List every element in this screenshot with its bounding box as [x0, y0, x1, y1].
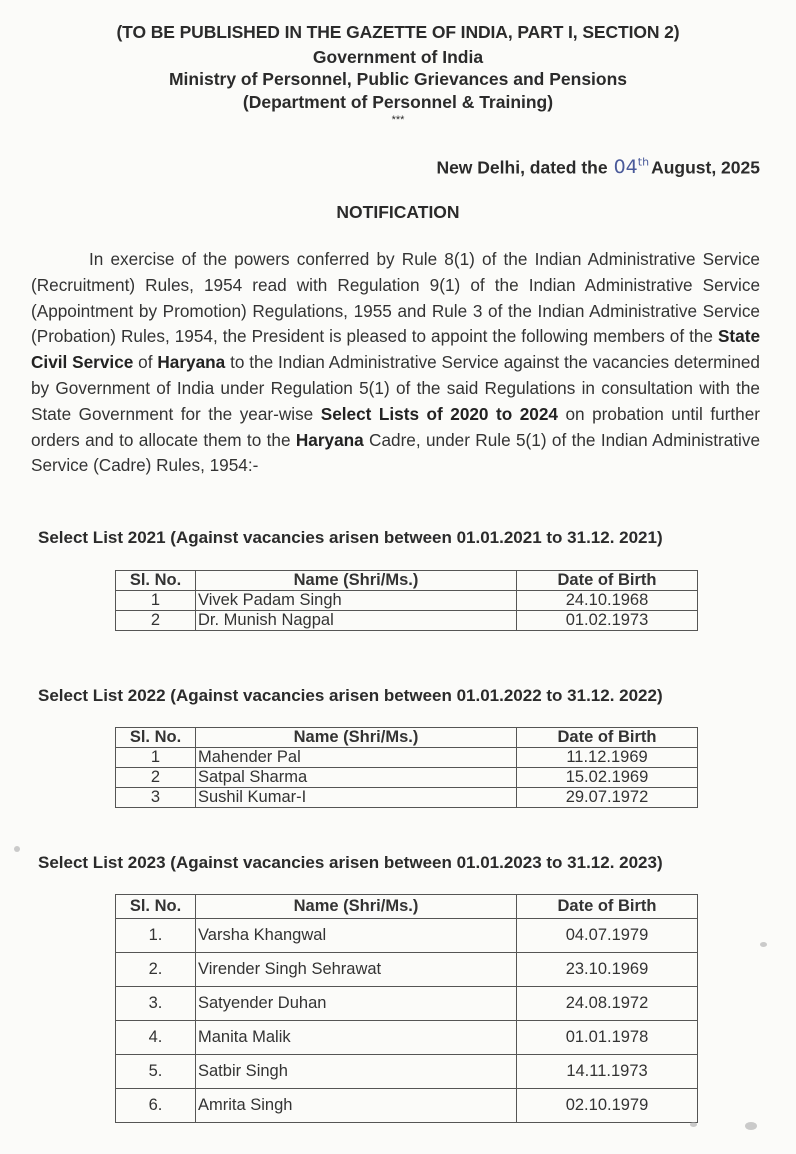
cell-sl-no: 5. [116, 1055, 196, 1089]
cell-name: Manita Malik [196, 1021, 517, 1055]
table-row [116, 1089, 698, 1123]
table-row [116, 1021, 698, 1055]
select-list-2021-table [115, 570, 698, 631]
body-text: In exercise of the powers conferred by Rule 8(1) of the Indian Administrative Service (Recruitment) Rules, 1954 read with Regulation 9(1) of the Indian Administrative Service (Appointment by Promotion) Regulations, 1955 and Rule 3 of the Indian Administrative Service (Probation) Rules, 1954, the President is pleased to appoint the following members of the [31, 249, 760, 347]
cell-sl-no: 1 [116, 748, 196, 768]
cell-name: Satbir Singh [196, 1055, 517, 1089]
dateline [436, 156, 760, 178]
cell-sl-no: 3 [116, 788, 196, 808]
header-dob: Date of Birth [517, 571, 698, 591]
body-bold-service: State Civil Service [31, 326, 760, 373]
dateline-prefix: New Delhi, dated the [436, 157, 608, 178]
body-text: to the Indian Administrative Service against the vacancies determined by Government of India under Regulation 5(1) of the said Regulations in consultation with the State Government for the year-wise [31, 352, 760, 424]
cell-name: Satyender Duhan [196, 987, 517, 1021]
cell-name: Dr. Munish Nagpal [196, 611, 517, 631]
cell-sl-no: 6. [116, 1089, 196, 1123]
table-row [116, 591, 698, 611]
scan-speck [690, 1122, 697, 1127]
header-dob: Date of Birth [517, 895, 698, 919]
select-list-2022-table [115, 727, 698, 808]
header-name: Name (Shri/Ms.) [196, 895, 517, 919]
cell-dob: 01.01.1978 [517, 1021, 698, 1055]
table-row [116, 919, 698, 953]
body-text: of [133, 352, 158, 373]
header-sl-no: Sl. No. [116, 571, 196, 591]
cell-dob: 01.02.1973 [517, 611, 698, 631]
cell-name: Sushil Kumar-I [196, 788, 517, 808]
separator-stars: *** [391, 114, 405, 126]
department-name: (Department of Personnel & Training) [242, 92, 554, 112]
body-bold-select-lists: Select Lists of 2020 to 2024 [320, 403, 558, 424]
cell-dob: 29.07.1972 [517, 788, 698, 808]
table-row [116, 1055, 698, 1089]
notification-title: NOTIFICATION [336, 202, 460, 222]
cell-dob: 24.10.1968 [517, 591, 698, 611]
cell-name: Mahender Pal [196, 748, 517, 768]
cell-sl-no: 2 [116, 611, 196, 631]
table-row [116, 987, 698, 1021]
ministry-name: Ministry of Personnel, Public Grievances and Pensions [168, 69, 628, 89]
select-list-2022-title: Select List 2022 (Against vacancies arisen between 01.01.2022 to 31.12. 2022) [38, 686, 663, 705]
cell-sl-no: 2 [116, 768, 196, 788]
cell-dob: 15.02.1969 [517, 768, 698, 788]
table-row [116, 611, 698, 631]
cell-name: Vivek Padam Singh [196, 591, 517, 611]
cell-dob: 23.10.1969 [517, 953, 698, 987]
header-name: Name (Shri/Ms.) [196, 728, 517, 748]
body-text: on probation until further orders and to allocate them to the [31, 403, 760, 450]
cell-sl-no: 3. [116, 987, 196, 1021]
header-name: Name (Shri/Ms.) [196, 571, 517, 591]
table-row [116, 768, 698, 788]
table-row [116, 953, 698, 987]
cell-dob: 11.12.1969 [517, 748, 698, 768]
cell-dob: 24.08.1972 [517, 987, 698, 1021]
body-bold-state: Haryana [157, 352, 226, 373]
cell-sl-no: 2. [116, 953, 196, 987]
table-header-row [116, 728, 698, 748]
gazette-publication-line: (TO BE PUBLISHED IN THE GAZETTE OF INDIA, PART I, SECTION 2) [116, 22, 680, 42]
cell-name: Amrita Singh [196, 1089, 517, 1123]
cell-sl-no: 1. [116, 919, 196, 953]
dateline-month-year: August, 2025 [651, 157, 760, 178]
cell-dob: 02.10.1979 [517, 1089, 698, 1123]
scan-speck [745, 1122, 757, 1130]
scan-speck [14, 846, 20, 852]
select-list-2023-title: Select List 2023 (Against vacancies arisen between 01.01.2023 to 31.12. 2023) [38, 853, 663, 872]
cell-sl-no: 1 [116, 591, 196, 611]
table-row [116, 788, 698, 808]
cell-sl-no: 4. [116, 1021, 196, 1055]
government-name: Government of India [312, 47, 484, 67]
cell-name: Varsha Khangwal [196, 919, 517, 953]
body-bold-cadre: Haryana [295, 429, 364, 450]
cell-name: Virender Singh Sehrawat [196, 953, 517, 987]
scan-speck [760, 942, 767, 947]
notification-body-paragraph [31, 247, 760, 479]
cell-name: Satpal Sharma [196, 768, 517, 788]
select-list-2021-title: Select List 2021 (Against vacancies arisen between 01.01.2021 to 31.12. 2021) [38, 528, 663, 547]
select-list-2023-table [115, 894, 698, 1123]
table-row [116, 748, 698, 768]
body-text: Cadre, under Rule 5(1) of the Indian Administrative Service (Cadre) Rules, 1954:- [31, 429, 760, 476]
header-sl-no: Sl. No. [116, 895, 196, 919]
table-header-row [116, 895, 698, 919]
handwritten-day-suffix: th [637, 156, 650, 169]
cell-dob: 04.07.1979 [517, 919, 698, 953]
table-header-row [116, 571, 698, 591]
handwritten-day [608, 156, 651, 178]
handwritten-day-number: 04 [613, 156, 638, 179]
header-dob: Date of Birth [517, 728, 698, 748]
header-sl-no: Sl. No. [116, 728, 196, 748]
cell-dob: 14.11.1973 [517, 1055, 698, 1089]
